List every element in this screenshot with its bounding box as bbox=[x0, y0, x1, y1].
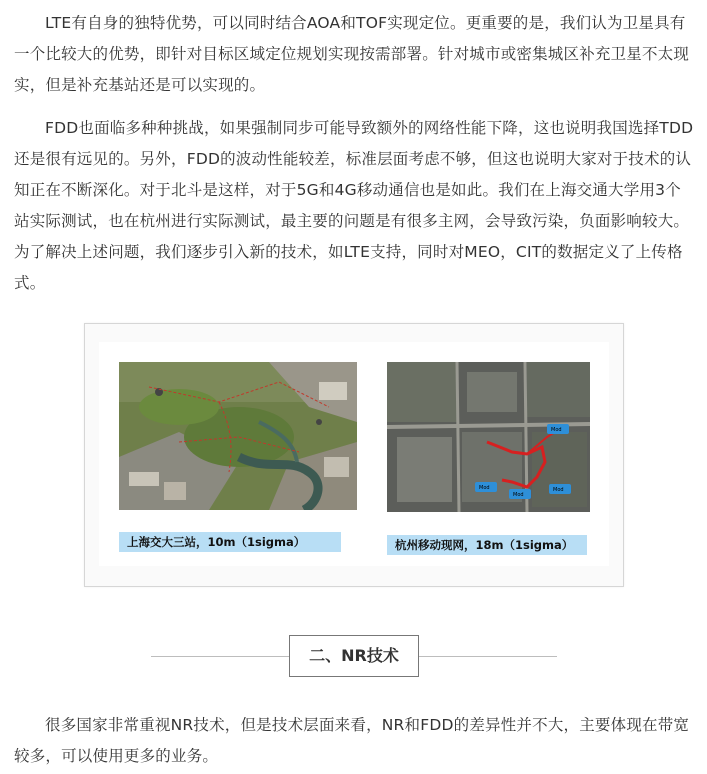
aerial-map-shanghai bbox=[119, 362, 357, 510]
section-heading: 二、NR技术 bbox=[289, 635, 419, 677]
base-station-marker bbox=[509, 489, 531, 499]
base-station-marker bbox=[549, 484, 571, 494]
figure-slide bbox=[99, 342, 609, 566]
figure-positioning-test bbox=[84, 323, 624, 587]
svg-text:Mod: Mod bbox=[553, 487, 564, 493]
paragraph-fdd-challenges: FDD也面临多种种挑战，如果强制同步可能导致额外的网络性能下降，这也说明我国选择TDD还是很有远见的。另外，FDD的波动性能较差，标准层面考虑不够，但这也说明大家对于技术的认知正在不断深化。对于北斗是这样，对于5G和4G移动通信也是如此。我们在上海交通大学用3个站实际测试，也在杭州进行实际测试，最主要的问题是有很多主网，会导致污染，负面影响较大。为了解决上述问题，我们逐步引入新的技术，如LTE支持，同时对MEO，CIT的数据定义了上传格式。 bbox=[14, 119, 694, 292]
section-divider-left bbox=[151, 656, 289, 657]
svg-text:Mod: Mod bbox=[551, 427, 562, 433]
paragraph-lte-advantages: LTE有自身的独特优势，可以同时结合AOA和TOF实现定位。更重要的是，我们认为卫星具有一个比较大的优势，即针对目标区域定位规划实现按需部署。针对城市或密集城区补充卫星不太现实，但是补充基站还是可以实现的。 bbox=[14, 14, 690, 94]
svg-text:Mod: Mod bbox=[513, 492, 524, 498]
figure-caption-hangzhou: 杭州移动现网，18m（1sigma） bbox=[387, 535, 587, 555]
base-station-marker bbox=[547, 424, 569, 434]
svg-text:Mod: Mod bbox=[479, 485, 490, 491]
figure-caption-shanghai: 上海交大三站，10m（1sigma） bbox=[119, 532, 341, 552]
aerial-map-hangzhou bbox=[387, 362, 590, 512]
section-divider-right bbox=[419, 656, 557, 657]
paragraph-nr-technology: 很多国家非常重视NR技术，但是技术层面来看，NR和FDD的差异性并不大，主要体现在带宽较多，可以使用更多的业务。 bbox=[14, 716, 690, 765]
aerial-map-hangzhou-graphic bbox=[387, 362, 590, 512]
aerial-map-shanghai-graphic bbox=[119, 362, 357, 510]
base-station-marker bbox=[475, 482, 497, 492]
